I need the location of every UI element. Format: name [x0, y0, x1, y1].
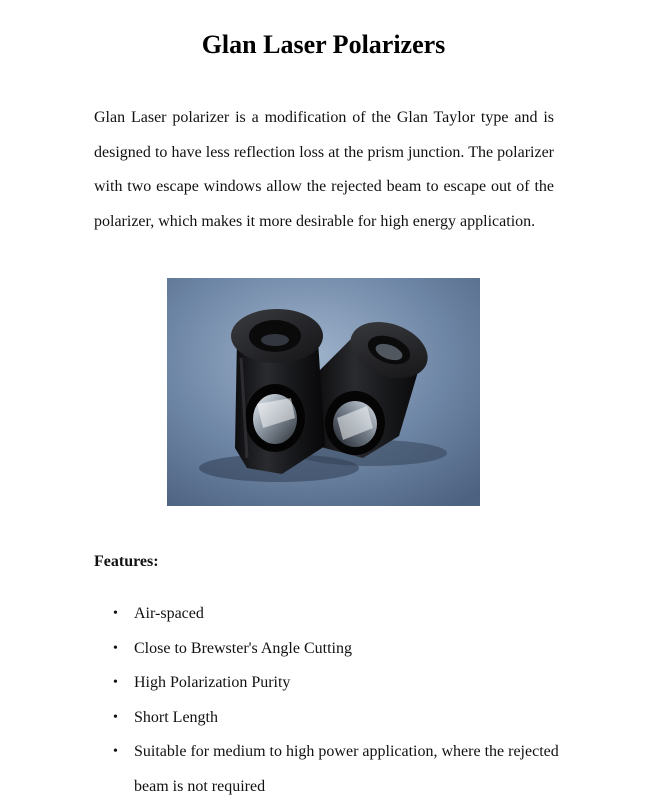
features-list: [94, 597, 564, 804]
list-item: [94, 632, 564, 667]
page-title: Glan Laser Polarizers: [201, 30, 446, 59]
list-item: [94, 666, 564, 701]
bullet-icon: •: [113, 606, 118, 621]
bullet-icon: •: [113, 675, 118, 690]
bullet-icon: •: [113, 709, 118, 725]
list-item: [94, 701, 564, 736]
feature-text: Short Length: [134, 708, 218, 726]
polarizer-left: [231, 309, 325, 474]
product-photo: [167, 278, 480, 506]
list-item: [94, 597, 564, 632]
feature-text: High Polarization Purity: [134, 674, 291, 691]
list-item: [94, 735, 564, 804]
intro-paragraph: Glan Laser polarizer is a modification of the Glan Taylor type and is designed to have less reflection loss at the prism junction. The polarizer with two escape windows allow the rejected beam to escape out of the polarizer, which makes it more desirable for high energy application.: [94, 109, 554, 230]
feature-text: Air-spaced: [134, 605, 204, 622]
bullet-icon: •: [113, 744, 118, 759]
features-heading: Features:: [94, 553, 159, 570]
feature-text: Close to Brewster's Angle Cutting: [134, 639, 352, 657]
feature-text: Suitable for medium to high power application, where the rejected beam is not required: [134, 743, 559, 795]
bullet-icon: •: [113, 640, 118, 656]
